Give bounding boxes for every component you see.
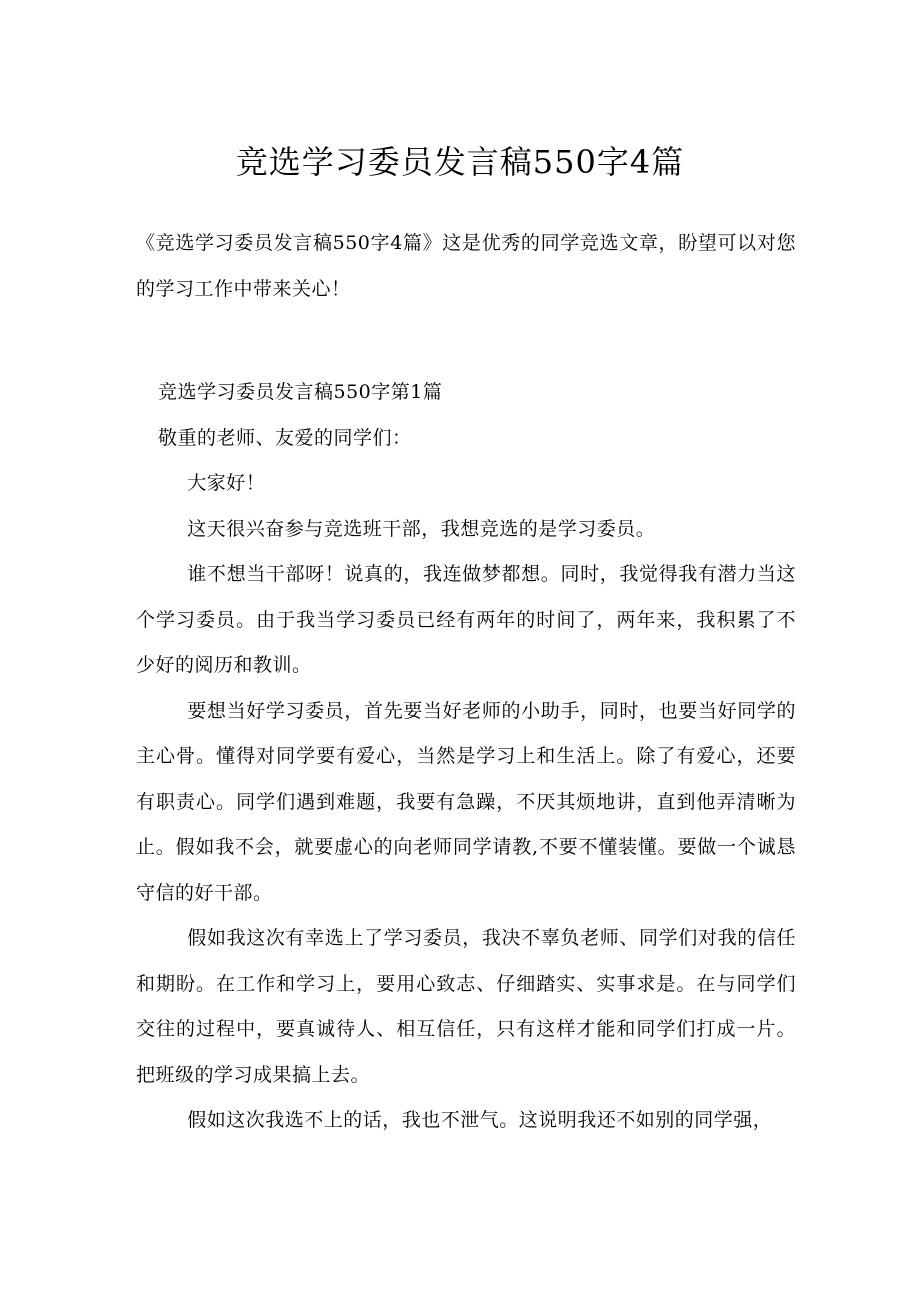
document-title: 竞选学习委员发言稿550字4篇	[235, 143, 685, 181]
section-heading: 竞选学习委员发言稿550字第1篇	[158, 381, 443, 403]
paragraph: 假如我这次有幸选上了学习委员，我决不辜负老师、同学们对我的信任和期盼。在工作和学习上，要用心致志、仔细踏实、实事求是。在与同学们交往的过程中，要真诚待人、相互信任，只有这样才能和同学们打成一片。把班级的学习成果搞上去。	[136, 927, 796, 1086]
salutation: 敬重的老师、友爱的同学们：	[158, 426, 412, 449]
paragraph: 大家好！	[187, 472, 266, 494]
intro-paragraph: 《竞选学习委员发言稿550字4篇》这是优秀的同学竞选文章，盼望可以对您的学习工作中带来关心！	[136, 232, 796, 300]
paragraph: 谁不想当干部呀！说真的，我连做梦都想。同时，我觉得我有潜力当这个学习委员。由于我当学习委员已经有两年的时间了，两年来，我积累了不少好的阅历和教训。	[136, 563, 796, 676]
document-body	[136, 221, 796, 1144]
paragraph: 要想当好学习委员，首先要当好老师的小助手，同时，也要当好同学的主心骨。懂得对同学要有爱心，当然是学习上和生活上。除了有爱心，还要有职责心。同学们遇到难题，我要有急躁，不厌其烦地讲，直到他弄清晰为止。假如我不会，就要虚心的向老师同学请教,不要不懂装懂。要做一个诚恳守信的好干部。	[136, 699, 796, 904]
paragraph: 假如这次我选不上的话，我也不泄气。这说明我还不如别的同学强，	[187, 1109, 773, 1131]
paragraph: 这天很兴奋参与竞选班干部，我想竞选的是学习委员。	[187, 517, 656, 540]
